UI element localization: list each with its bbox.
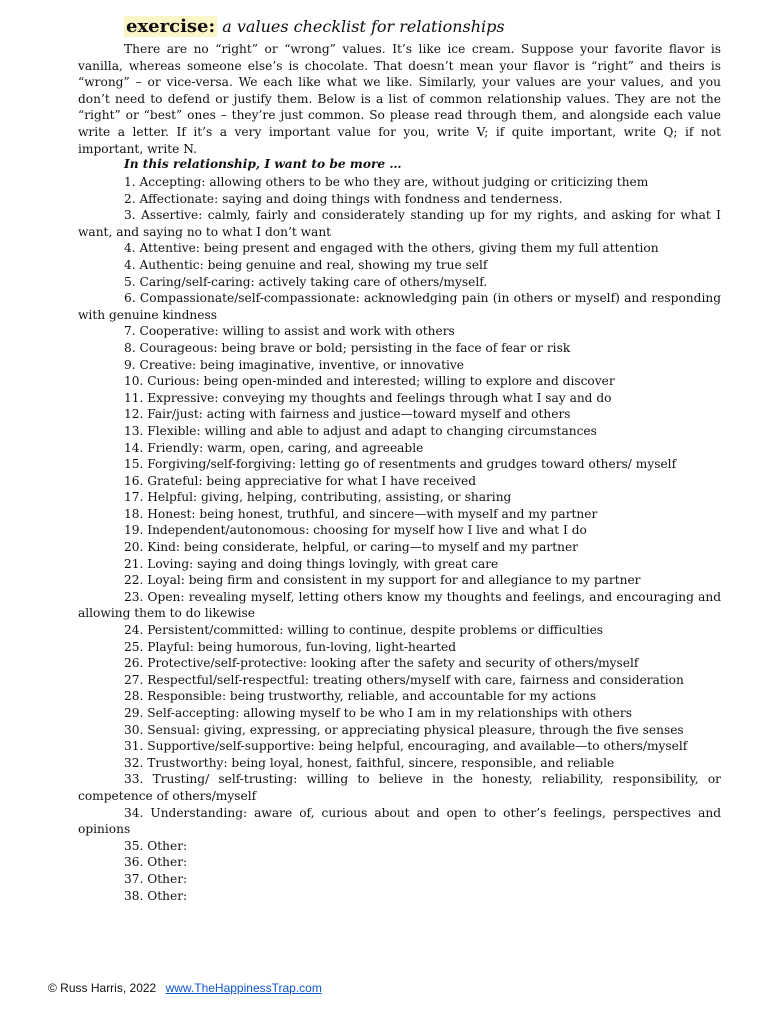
value-item: 7. Cooperative: willing to assist and work with others bbox=[124, 324, 455, 339]
value-item: 16. Grateful: being appreciative for what I have received bbox=[124, 473, 477, 488]
value-item: 25. Playful: being humorous, fun-loving, light-hearted bbox=[124, 639, 457, 654]
value-item: 8. Courageous: being brave or bold; persisting in the face of fear or risk bbox=[124, 340, 571, 355]
footer-website-link[interactable]: www.TheHappinessTrap.com bbox=[165, 981, 322, 995]
value-item: 4. Authentic: being genuine and real, showing my true self bbox=[124, 257, 488, 272]
value-item: 4. Attentive: being present and engaged with the others, giving them my full attention bbox=[124, 241, 659, 256]
value-item: 10. Curious: being open-minded and interested; willing to explore and discover bbox=[124, 374, 615, 389]
value-item: 11. Expressive: conveying my thoughts and feelings through what I say and do bbox=[124, 390, 612, 405]
value-item: 23. Open: revealing myself, letting others know my thoughts and feelings, and encouraging and allowing them to do likewise bbox=[78, 589, 721, 621]
value-item: 1. Accepting: allowing others to be who they are, without judging or criticizing them bbox=[124, 175, 649, 189]
title-subtitle: a values checklist for relationships bbox=[222, 17, 505, 36]
value-item: 33. Trusting/ self-trusting: willing to believe in the honesty, reliability, responsibility, or competence of others/myself bbox=[78, 772, 721, 803]
value-item: 13. Flexible: willing and able to adjust and adapt to changing circumstances bbox=[124, 423, 597, 438]
value-item: 29. Self-accepting: allowing myself to be who I am in my relationships with others bbox=[124, 706, 632, 720]
value-item: 14. Friendly: warm, open, caring, and agreeable bbox=[124, 440, 424, 455]
value-item: 12. Fair/just: acting with fairness and justice—toward myself and others bbox=[124, 407, 571, 422]
value-item: 20. Kind: being considerate, helpful, or caring—to myself and my partner bbox=[124, 540, 579, 555]
value-item: 38. Other: bbox=[124, 888, 188, 903]
value-item: 22. Loyal: being firm and consistent in my support for and allegiance to my partner bbox=[124, 573, 641, 588]
value-item: 21. Loving: saying and doing things lovingly, with great care bbox=[124, 556, 499, 571]
value-item: 31. Supportive/self-supportive: being helpful, encouraging, and available—to others/myself bbox=[124, 739, 688, 754]
value-item: 35. Other: bbox=[124, 838, 188, 853]
value-item: 5. Caring/self-caring: actively taking care of others/myself. bbox=[124, 274, 488, 289]
value-item: 6. Compassionate/self-compassionate: acknowledging pain (in others or myself) and responding with genuine kindness bbox=[78, 291, 721, 322]
value-item: 28. Responsible: being trustworthy, reliable, and accountable for my actions bbox=[124, 689, 597, 704]
list-heading: In this relationship, I want to be more … bbox=[124, 157, 402, 171]
value-item: 27. Respectful/self-respectful: treating others/myself with care, fairness and consideration bbox=[124, 672, 684, 687]
value-item: 3. Assertive: calmly, fairly and considerately standing up for my rights, and asking for what I want, and saying no to what I don’t want bbox=[78, 208, 721, 239]
value-item: 26. Protective/self-protective: looking after the safety and security of others/myself bbox=[124, 656, 639, 671]
value-item: 15. Forgiving/self-forgiving: letting go of resentments and grudges toward others/ myself bbox=[124, 457, 677, 472]
value-item: 30. Sensual: giving, expressing, or appreciating physical pleasure, through the five senses bbox=[124, 722, 684, 737]
intro-paragraph: There are no “right” or “wrong” values. It’s like ice cream. Suppose your favorite flavor is vanilla, whereas someone else’s is chocolate. That doesn’t mean your flavor is “right” and theirs is “wrong” – or vice-versa. We each like what we like. Similarly, your values are your values, and you don’t need to defend or justify them. Below is a list of common relationship values. They are not the “right” or “best” ones – they’re just common. So please read through them, and alongside each value write a letter. If it’s a very important value for you, write V; if quite important, write Q; if not important, write N. bbox=[78, 42, 721, 156]
value-item: 36. Other: bbox=[124, 855, 188, 870]
values-list bbox=[78, 174, 721, 904]
value-item: 17. Helpful: giving, helping, contributing, assisting, or sharing bbox=[124, 490, 512, 505]
value-item: 2. Affectionate: saying and doing things with fondness and tenderness. bbox=[124, 191, 563, 206]
value-item: 19. Independent/autonomous: choosing for myself how I live and what I do bbox=[124, 523, 587, 538]
value-item: 34. Understanding: aware of, curious about and open to other’s feelings, perspectives and opinions bbox=[78, 805, 721, 837]
value-item: 37. Other: bbox=[124, 871, 188, 886]
value-item: 24. Persistent/committed: willing to continue, despite problems or difficulties bbox=[124, 623, 604, 638]
footer bbox=[48, 981, 322, 995]
value-item: 18. Honest: being honest, truthful, and sincere—with myself and my partner bbox=[124, 506, 598, 521]
title-exercise: exercise: bbox=[126, 16, 216, 37]
page-title bbox=[124, 16, 505, 37]
value-item: 9. Creative: being imaginative, inventive, or innovative bbox=[124, 357, 464, 372]
footer-copyright: © Russ Harris, 2022 bbox=[48, 981, 157, 995]
value-item: 32. Trustworthy: being loyal, honest, faithful, sincere, responsible, and reliable bbox=[124, 755, 615, 770]
